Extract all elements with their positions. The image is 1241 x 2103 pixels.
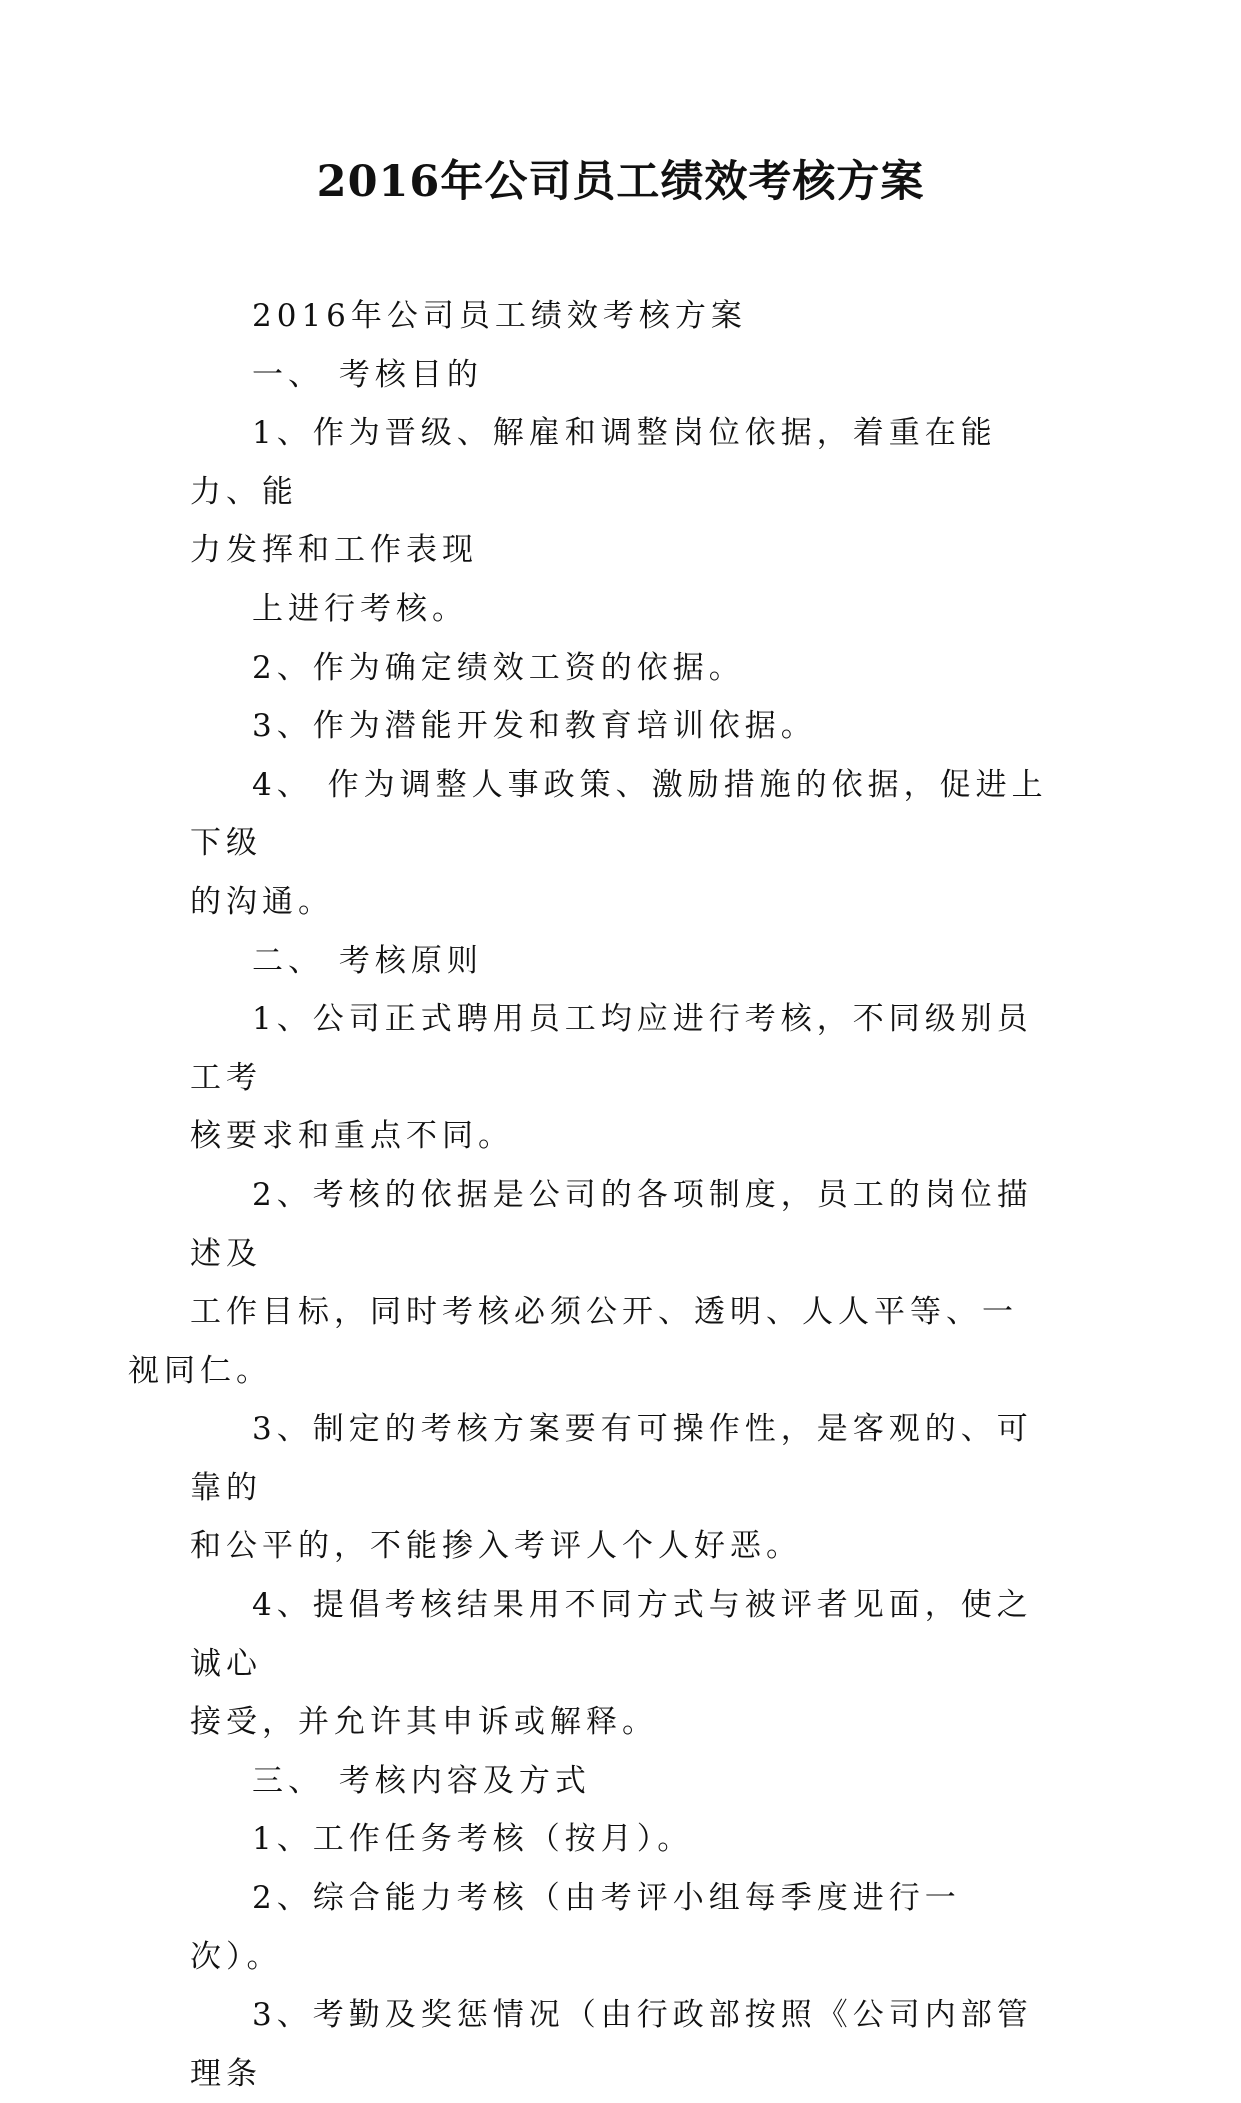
paragraph [190,756,1050,932]
paragraph [190,580,1050,639]
paragraph-line: 力发挥和工作表现 [190,532,478,569]
paragraph [128,1166,1050,1400]
paragraph-line: 3、考勤及奖惩情况（由行政部按照《公司内部管理条 [190,1997,1033,2092]
paragraph-line: 2、考核的依据是公司的各项制度，员工的岗位描述及 [190,1176,1033,1272]
paragraph-line: 核要求和重点不同。 [190,1118,514,1155]
paragraph-line: 3、制定的考核方案要有可操作性，是客观的、可靠的 [190,1411,1033,1506]
paragraph [190,346,1050,405]
document-title: 2016年公司员工绩效考核方案 [316,157,925,207]
paragraph-line: 1、工作任务考核（按月）。 [252,1821,694,1858]
paragraph-line: 2、综合能力考核（由考评小组每季度进行一次）。 [190,1880,961,1975]
paragraph [190,404,1050,580]
paragraph [190,1986,1050,2103]
paragraph-line: 1、作为晋级、解雇和调整岗位依据，着重在能力、能 [190,415,997,510]
paragraph-line: 2016年公司员工绩效考核方案 [252,298,747,334]
paragraph [190,287,1050,346]
paragraph-line: 3、作为潜能开发和教育培训依据。 [252,708,817,745]
paragraph [190,1869,1050,1986]
paragraph-line: 工作目标，同时考核必须公开、透明、人人平等、一视同仁。 [128,1294,1018,1389]
paragraph [190,932,1050,991]
paragraph-line: 和公平的，不能掺入考评人个人好恶。 [190,1528,802,1565]
paragraph-line: 的沟通。 [190,883,334,920]
paragraph-line: 上进行考核。 [252,590,468,627]
paragraph-line: 接受，并允许其申诉或解释。 [190,1704,658,1741]
document-body [128,287,1050,2103]
paragraph [190,990,1050,1166]
paragraph [190,1752,1050,1811]
paragraph-line: 一、 考核目的 [252,356,483,393]
paragraph [190,639,1050,698]
paragraph-line: 4、 作为调整人事政策、激励措施的依据，促进上下级 [190,766,1048,862]
paragraph-line: 4、提倡考核结果用不同方式与被评者见面，使之诚心 [190,1587,1033,1682]
paragraph [190,1400,1050,1576]
paragraph [190,1810,1050,1869]
paragraph-line: 三、 考核内容及方式 [252,1762,591,1799]
paragraph-line: 1、公司正式聘用员工均应进行考核，不同级别员工考 [190,1001,1033,1096]
paragraph-line: 二、 考核原则 [252,942,483,979]
paragraph [190,697,1050,756]
paragraph [190,1576,1050,1752]
paragraph-line: 2、作为确定绩效工资的依据。 [252,649,745,686]
